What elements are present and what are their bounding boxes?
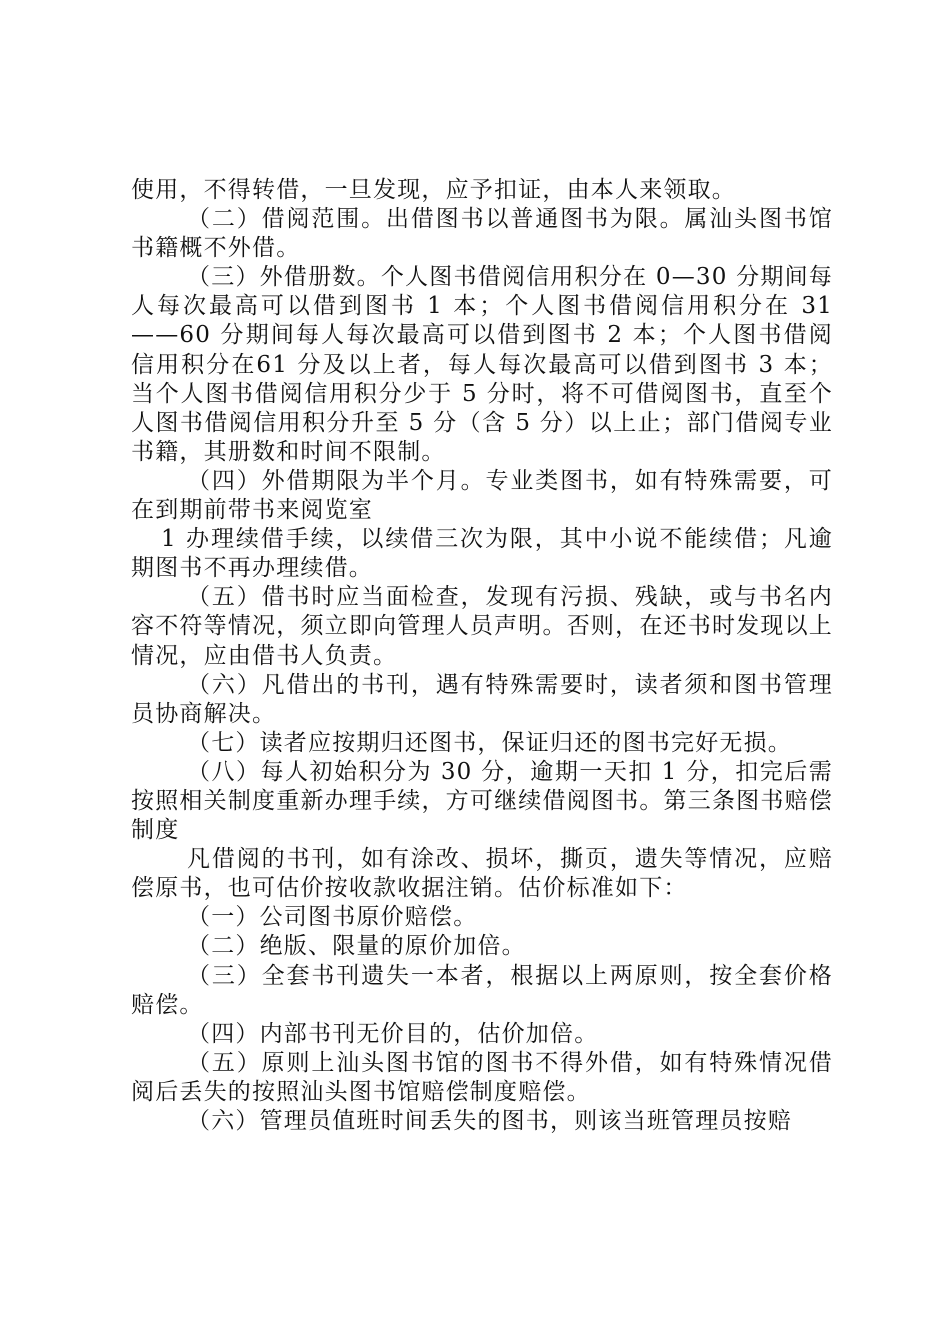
paragraph-special-needs: （六）凡借出的书刊，遇有特殊需要时，读者须和图书管理员协商解决。 (131, 671, 833, 727)
paragraph-borrowing-period: （四）外借期限为半个月。专业类图书，如有特殊需要，可在到期前带书来阅览室 (131, 467, 833, 524)
paragraph-borrowing-scope: （二）借阅范围。出借图书以普通图书为限。属汕头图书馆书籍概不外借。 (131, 206, 833, 262)
paragraph-return-on-time: （七）读者应按期归还图书，保证归还的图书完好无损。 (187, 729, 792, 756)
paragraph-compensation-1: （一）公司图书原价赔偿。 (187, 904, 478, 931)
paragraph-renewal: 1 办理续借手续，以续借三次为限，其中小说不能续借；凡逾期图书不再办理续借。 (131, 526, 833, 582)
paragraph-compensation-4: （四）内部书刊无价目的，估价加倍。 (187, 1020, 599, 1047)
paragraph-continuation: 使用，不得转借，一旦发现，应予扣证，由本人来领取。 (131, 177, 736, 203)
paragraph-inspection: （五）借书时应当面检查，发现有污损、残缺，或与书名内容不符等情况，须立即向管理人员声明。否则，在还书时发现以上情况，应由借书人负责。 (131, 584, 833, 669)
paragraph-compensation-2: （二）绝版、限量的原价加倍。 (187, 933, 526, 960)
paragraph-compensation-3: （三）全套书刊遗失一本者，根据以上两原则，按全套价格赔偿。 (131, 962, 833, 1018)
paragraph-compensation-5: （五）原则上汕头图书馆的图书不得外借，如有特殊情况借阅后丢失的按照汕头图书馆赔偿制度赔偿。 (131, 1049, 833, 1105)
paragraph-borrowing-quantity: （三）外借册数。个人图书借阅信用积分在 0—30 分期间每人每次最高可以借到图书 1 本；个人图书借阅信用积分在 31——60 分期间每人每次最高可以借到图书 2 本；个人图书借阅信用积分在61 分及以上者，每人每次最高可以借到图书 3 本；当个人图书借阅信用积分少于 5 分时，将不可借阅图书，直至个人图书借阅信用积分升至 5 分（含 5 分）以上止；部门借阅专业书籍，其册数和时间不限制。 (131, 264, 833, 465)
paragraph-initial-points: （八）每人初始积分为 30 分，逾期一天扣 1 分，扣完后需按照相关制度重新办理手续，方可继续借阅图书。第三条图书赔偿制度 (131, 758, 833, 844)
paragraph-compensation-intro: 凡借阅的书刊，如有涂改、损坏，撕页，遗失等情况，应赔偿原书，也可估价按收款收据注销。估价标准如下： (131, 846, 833, 902)
paragraph-compensation-6: （六）管理员值班时间丢失的图书，则该当班管理员按赔 (187, 1108, 792, 1134)
document-body (131, 176, 833, 1136)
